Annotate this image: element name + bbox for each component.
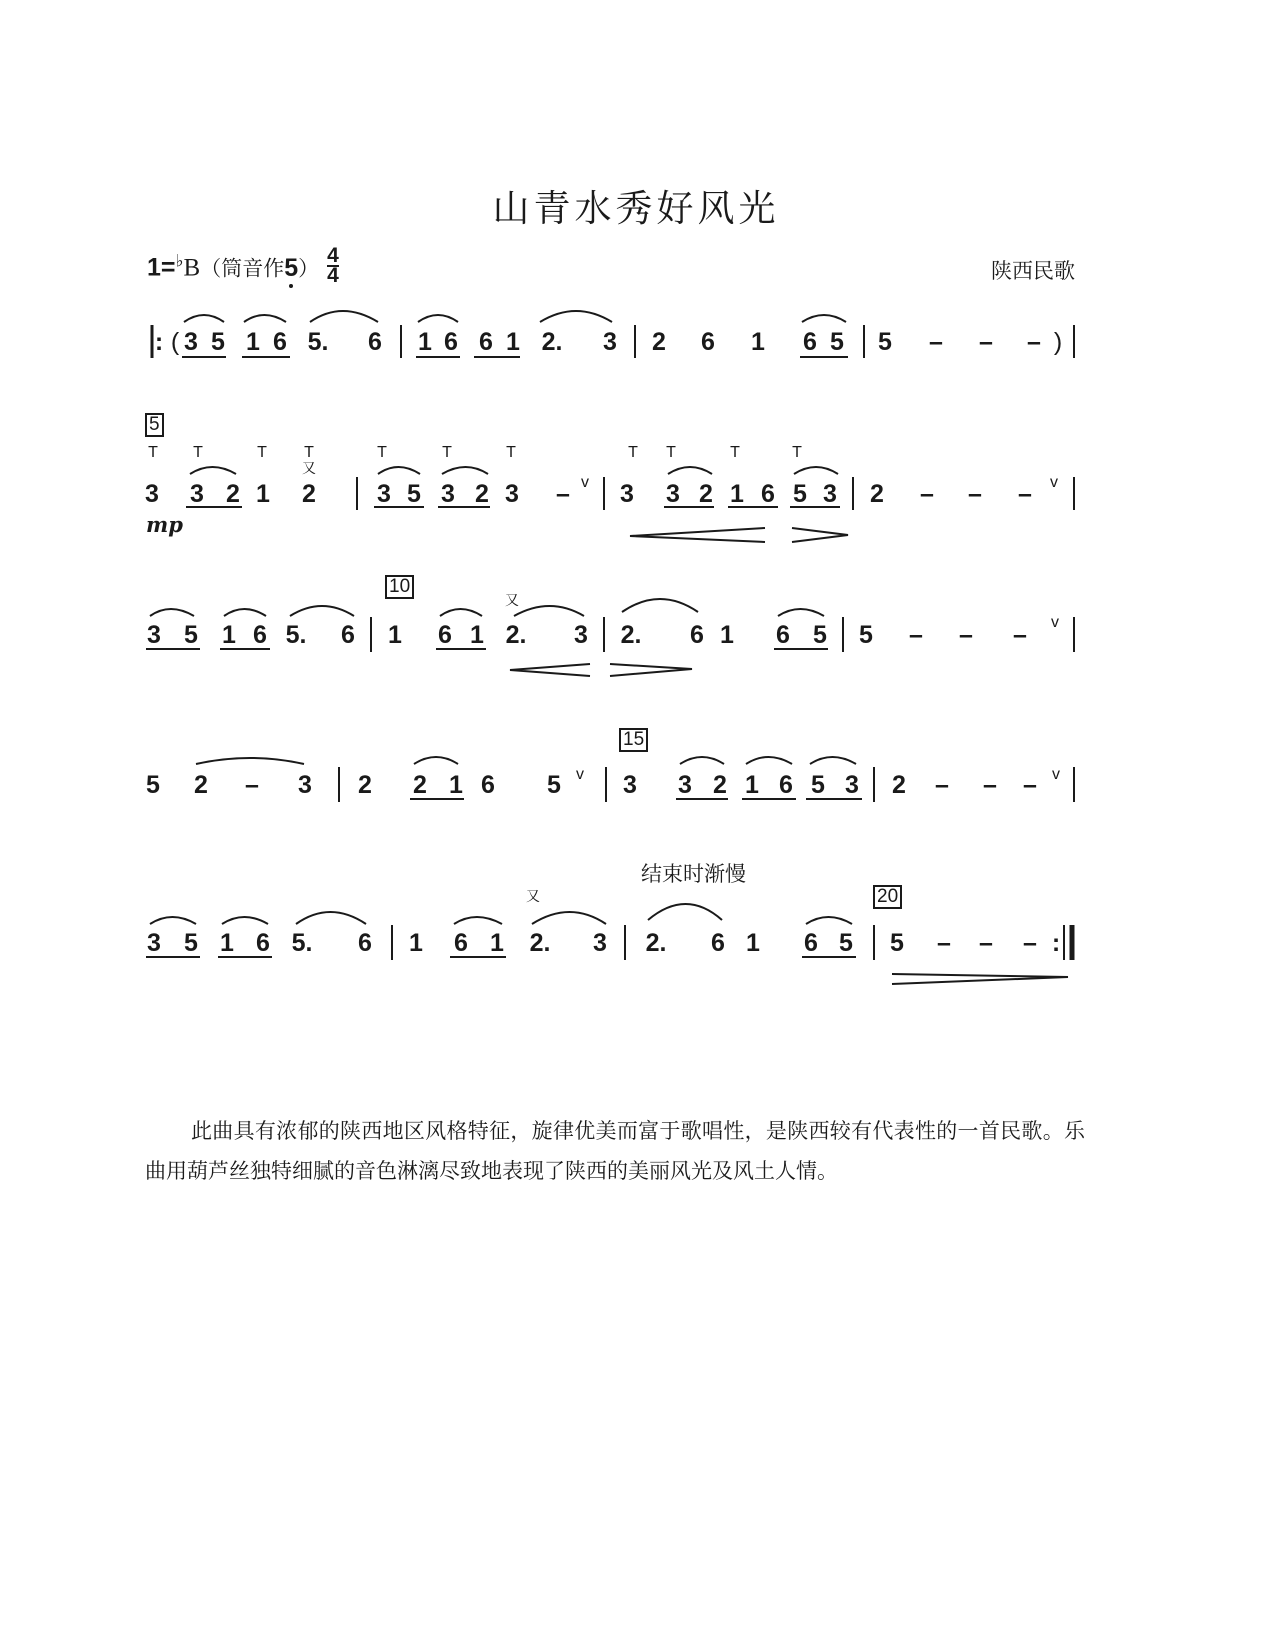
note: 1 [256, 480, 270, 508]
tongue-mark: T [377, 444, 387, 461]
note: 2 [302, 480, 316, 508]
note: 1 [418, 328, 432, 356]
note: 1 [246, 328, 260, 356]
note: 6 [803, 328, 817, 356]
fingering-close: ） [298, 257, 320, 281]
note: 3 [147, 929, 161, 957]
dash: – [983, 771, 997, 799]
note: 6 [341, 621, 355, 649]
note: 2 [358, 771, 372, 799]
note: 5 [811, 771, 825, 799]
tongue-mark: T [148, 444, 158, 461]
tongue-mark: T [304, 444, 314, 461]
flat-sign: ♭ [175, 251, 184, 271]
note: 6 [438, 621, 452, 649]
tongue-mark: T [792, 444, 802, 461]
breath-mark: v [1050, 474, 1058, 491]
note: 3 [666, 480, 680, 508]
note: 6 [253, 621, 267, 649]
dash: – [968, 480, 982, 508]
note: 6 [761, 480, 775, 508]
dynamic-mark: mp [146, 512, 183, 537]
note: 5 [813, 621, 827, 649]
note: 1 [409, 929, 423, 957]
dash: – [1023, 929, 1037, 957]
tempo-instruction: 结束时渐慢 [641, 863, 746, 886]
note: 3 [845, 771, 859, 799]
page-title: 山青水秀好风光 [492, 187, 780, 230]
note: 2 [413, 771, 427, 799]
note: 1 [388, 621, 402, 649]
description-paragraph: 此曲具有浓郁的陕西地区风格特征，旋律优美而富于歌唱性，是陕西较有代表性的一首民歌。乐曲用葫芦丝独特细腻的音色淋漓尽致地表现了陕西的美丽风光及风土人情。 [145, 1119, 1085, 1183]
key-name: B [183, 254, 201, 282]
meter-top: 4 [327, 244, 339, 267]
technique-char: 又 [505, 592, 519, 608]
dash: – [935, 771, 949, 799]
paren: ( [170, 328, 180, 356]
note: 1 [751, 328, 765, 356]
tongue-mark: T [730, 444, 740, 461]
note: 2 [870, 480, 884, 508]
tongue-mark: T [506, 444, 516, 461]
note: 6 [804, 929, 818, 957]
note: 3 [574, 621, 588, 649]
note: 2 [652, 328, 666, 356]
dash: – [979, 328, 993, 356]
note: 2. [620, 621, 642, 649]
note: 6 [256, 929, 270, 957]
tongue-mark: T [193, 444, 203, 461]
dash: – [909, 621, 923, 649]
note: 6 [690, 621, 704, 649]
note: 3 [145, 480, 159, 508]
note: 5 [211, 328, 225, 356]
rehearsal-mark-10: 10 [385, 575, 414, 599]
note: 5 [146, 771, 160, 799]
note: 1 [449, 771, 463, 799]
dash: – [1018, 480, 1032, 508]
note: 3 [593, 929, 607, 957]
note: 6 [779, 771, 793, 799]
note: 1 [730, 480, 744, 508]
dash: – [1027, 328, 1041, 356]
note: 2 [475, 480, 489, 508]
note: 2 [699, 480, 713, 508]
dash: – [1023, 771, 1037, 799]
note: 6 [701, 328, 715, 356]
note: 2. [541, 328, 563, 356]
note: 3 [298, 771, 312, 799]
note: 6 [481, 771, 495, 799]
paren: ) [1053, 328, 1063, 356]
dash: – [979, 929, 993, 957]
note: 3 [147, 621, 161, 649]
key-prefix: 1= [147, 253, 176, 282]
fingering-note-digit: 5 [284, 253, 299, 282]
repeat-dots: : [154, 328, 164, 356]
tongue-mark: T [442, 444, 452, 461]
note: 3 [620, 480, 634, 508]
note: 3 [623, 771, 637, 799]
note: 3 [377, 480, 391, 508]
note: 6 [711, 929, 725, 957]
note: 1 [490, 929, 504, 957]
breath-mark: v [1052, 766, 1060, 783]
note: 3 [441, 480, 455, 508]
tongue-mark: T [628, 444, 638, 461]
note: 2 [892, 771, 906, 799]
note: 5 [547, 771, 561, 799]
breath-mark: v [576, 766, 584, 783]
note: 2 [194, 771, 208, 799]
note: 6 [358, 929, 372, 957]
tongue-mark: T [257, 444, 267, 461]
note: 5 [839, 929, 853, 957]
note: 5 [184, 929, 198, 957]
note: 5 [890, 929, 904, 957]
note: 3 [505, 480, 519, 508]
note: 1 [222, 621, 236, 649]
dash: – [959, 621, 973, 649]
note: 5 [793, 480, 807, 508]
meter-bottom: 4 [327, 264, 339, 287]
note: 6 [454, 929, 468, 957]
note: 5 [830, 328, 844, 356]
dash: – [920, 480, 934, 508]
dash: – [245, 771, 259, 799]
note: 2 [226, 480, 240, 508]
breath-mark: v [581, 474, 589, 491]
note: 6 [776, 621, 790, 649]
note: 3 [184, 328, 198, 356]
note: 1 [220, 929, 234, 957]
technique-char: 又 [526, 888, 540, 904]
tongue-mark: T [666, 444, 676, 461]
note: 5 [184, 621, 198, 649]
note: 2. [529, 929, 551, 957]
note: 6 [479, 328, 493, 356]
note: 5. [307, 328, 329, 356]
rehearsal-mark-5: 5 [145, 413, 164, 437]
note: 1 [720, 621, 734, 649]
note: 3 [190, 480, 204, 508]
note: 3 [823, 480, 837, 508]
note: 1 [506, 328, 520, 356]
note: 5. [291, 929, 313, 957]
note: 5. [285, 621, 307, 649]
breath-mark: v [1051, 614, 1059, 631]
note: 5 [878, 328, 892, 356]
note: 6 [444, 328, 458, 356]
note: 1 [745, 771, 759, 799]
note: 1 [470, 621, 484, 649]
note: 3 [603, 328, 617, 356]
note: 5 [859, 621, 873, 649]
dash: – [1013, 621, 1027, 649]
dash: – [929, 328, 943, 356]
rehearsal-mark-20: 20 [873, 885, 902, 909]
note: 3 [678, 771, 692, 799]
fingering-label: （筒音作 [200, 257, 285, 281]
note: 6 [273, 328, 287, 356]
note: 2. [505, 621, 527, 649]
note: 2. [645, 929, 667, 957]
composer-label: 陕西民歌 [991, 260, 1075, 283]
note: 5 [407, 480, 421, 508]
dash: – [937, 929, 951, 957]
note: 6 [368, 328, 382, 356]
repeat-dots: : [1051, 929, 1061, 957]
rehearsal-mark-15: 15 [619, 728, 648, 752]
note: 2 [713, 771, 727, 799]
note: 1 [746, 929, 760, 957]
dash: – [556, 480, 570, 508]
technique-char: 又 [302, 460, 316, 476]
